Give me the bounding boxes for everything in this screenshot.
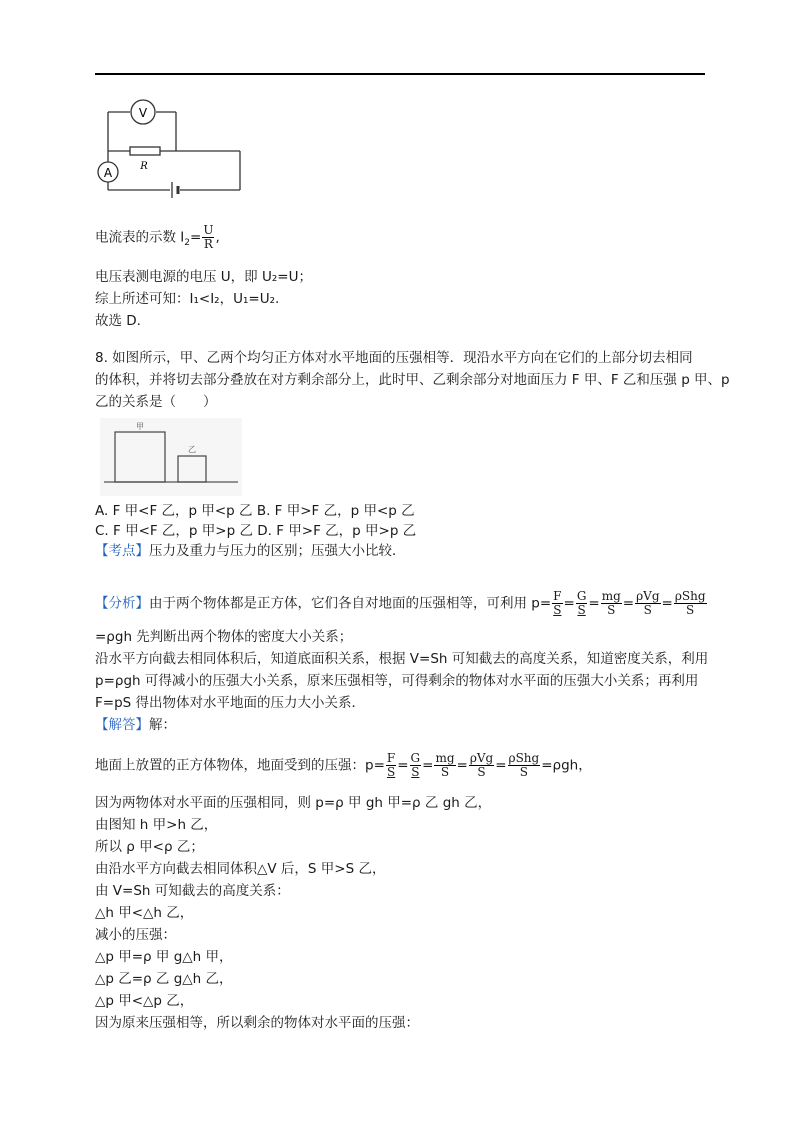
solution-line: 所以 ρ 甲<ρ 乙； bbox=[95, 839, 204, 855]
formula-f-over-s: $\frac{F}{S}$ bbox=[553, 589, 562, 617]
jieda-line: 【解答】解： bbox=[95, 717, 176, 733]
fenxi-line4: p=ρgh 可得减小的压强大小关系，原来压强相等，可得剩余的物体对水平面的压强大小关系；再利用 bbox=[95, 673, 699, 689]
solution-line: 因为两物体对水平面的压强相同，则 p=ρ 甲 gh 甲=ρ 乙 gh 乙， bbox=[95, 795, 492, 811]
solution-line: 因为原来压强相等，所以剩余的物体对水平面的压强： bbox=[95, 1015, 419, 1031]
formula-g-over-s: $\frac{G}{S}$ bbox=[576, 589, 587, 617]
solution-line: △p 甲<△p 乙， bbox=[95, 993, 194, 1009]
kaodian-line: 【考点】压力及重力与压力的区别；压强大小比较． bbox=[95, 543, 406, 559]
fenxi-line3: 沿水平方向截去相同体积后，知道底面积关系，根据 V=Sh 可知截去的高度关系，知道密度关系，利用 bbox=[95, 651, 709, 667]
p-formula-rshg-over-s: $\frac{\text{ρShg}}{S}$ bbox=[508, 751, 540, 779]
jieda-tag: 【解答】 bbox=[95, 717, 149, 733]
current-line: 电流表的示数 $I_2=$ $\frac{U}{R}$ , bbox=[95, 223, 220, 251]
options-ab: A. F 甲<F 乙，p 甲<p 乙 B. F 甲>F 乙，p 甲<p 乙 bbox=[95, 503, 415, 519]
choice-line: 故选 D. bbox=[95, 313, 141, 329]
kaodian-tag: 【考点】 bbox=[95, 543, 149, 559]
options-cd: C. F 甲<F 乙，p 甲>p 乙 D. F 甲>F 乙，p 甲>p 乙 bbox=[95, 523, 417, 539]
solution-line: △p 乙=ρ 乙 g△h 乙， bbox=[95, 971, 233, 987]
u-over-r-fraction: $\frac{U}{R}$ bbox=[203, 223, 214, 251]
cube-jia-label: 甲 bbox=[136, 422, 144, 431]
solution-line: 由图知 h 甲>h 乙， bbox=[95, 817, 218, 833]
solution-line: △h 甲<△h 乙， bbox=[95, 905, 194, 921]
header-rule bbox=[95, 73, 705, 75]
q8-stem-line3: 乙的关系是（ ） bbox=[95, 394, 217, 410]
p-formula-g-over-s: $\frac{G}{S}$ bbox=[410, 751, 421, 779]
cubes-figure bbox=[100, 418, 242, 496]
formula-rshg-over-s: $\frac{\text{ρShg}}{S}$ bbox=[674, 589, 706, 617]
q8-stem-line1: 8. 如图所示，甲、乙两个均匀正方体对水平地面的压强相等．现沿水平方向在它们的上部分切去相同 bbox=[95, 350, 693, 366]
resistor-label: R bbox=[140, 161, 148, 172]
fenxi-line2: =ρgh 先判断出两个物体的密度大小关系； bbox=[95, 629, 353, 645]
solution-line: 减小的压强： bbox=[95, 927, 176, 943]
pressure-line: 地面上放置的正方体物体，地面受到的压强：p= $\frac{F}{S}$ = $\frac{G}{S}$ = $\frac{mg}{S}$ = $\frac{\text{ρVg}}{S}$ = $\frac{\text{ρShg}}{S}$ =ρgh， bbox=[95, 751, 592, 779]
solution-line: 由沿水平方向截去相同体积△V 后，S 甲>S 乙， bbox=[95, 861, 386, 877]
voltage-line: 电压表测电源的电压 U，即 U₂=U； bbox=[95, 269, 312, 285]
p-formula-rvg-over-s: $\frac{\text{ρVg}}{S}$ bbox=[469, 751, 494, 779]
formula-rvg-over-s: $\frac{\text{ρVg}}{S}$ bbox=[636, 589, 660, 617]
solution-line: △p 甲=ρ 甲 g△h 甲， bbox=[95, 949, 233, 965]
fenxi-tag: 【分析】 bbox=[95, 595, 149, 612]
fenxi-line: 【分析】由于两个物体都是正方体，它们各自对地面的压强相等，可利用 p= $\frac{F}{S}$ = $\frac{G}{S}$ = $\frac{mg}{S}$ = $\frac{\text{ρVg}}{S}$ = $\frac{\text{ρShg}}{S}$ bbox=[95, 589, 706, 617]
circuit-diagram bbox=[92, 96, 244, 198]
resistor-symbol bbox=[130, 147, 160, 155]
ammeter-label: A bbox=[103, 166, 113, 180]
formula-mg-over-s: $\frac{mg}{S}$ bbox=[601, 589, 621, 617]
fenxi-line5: F=pS 得出物体对水平地面的压力大小关系． bbox=[95, 695, 366, 711]
p-formula-mg-over-s: $\frac{mg}{S}$ bbox=[435, 751, 455, 779]
p-formula-f-over-s: $\frac{F}{S}$ bbox=[386, 751, 396, 779]
cube-yi-label: 乙 bbox=[188, 445, 196, 454]
voltmeter-label: V bbox=[138, 106, 148, 120]
q8-stem-line2: 的体积，并将切去部分叠放在对方剩余部分上，此时甲、乙剩余部分对地面压力 F 甲、F 乙和压强 p 甲、p bbox=[95, 372, 730, 388]
solution-line: 由 V=Sh 可知截去的高度关系： bbox=[95, 883, 290, 899]
summary-line: 综上所述可知：I₁<I₂，U₁=U₂. bbox=[95, 291, 280, 307]
